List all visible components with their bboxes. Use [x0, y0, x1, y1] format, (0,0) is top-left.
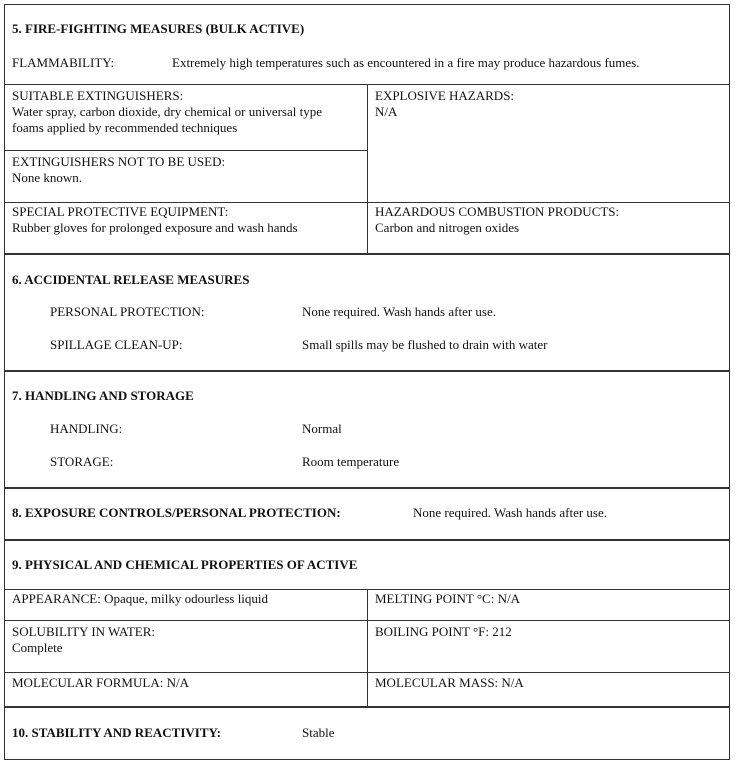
- handling-label: HANDLING:: [50, 421, 123, 436]
- storage-label: STORAGE:: [50, 454, 114, 469]
- solubility-label: SOLUBILITY IN WATER:: [12, 624, 155, 639]
- handling-value: Normal: [302, 421, 342, 436]
- spillage-value: Small spills may be flushed to drain with water: [302, 337, 548, 352]
- s5-divider-bottom: [4, 202, 730, 203]
- section-7-heading: 7. HANDLING AND STORAGE: [12, 388, 194, 403]
- boiling-point-field: BOILING POINT °F: 212: [375, 624, 512, 639]
- combustion-products-value: Carbon and nitrogen oxides: [375, 220, 520, 235]
- special-equipment-label: SPECIAL PROTECTIVE EQUIPMENT:: [12, 204, 229, 219]
- molecular-formula-field: MOLECULAR FORMULA: N/A: [12, 675, 189, 690]
- s5-divider-left: [4, 150, 367, 151]
- section-6-heading: 6. ACCIDENTAL RELEASE MEASURES: [12, 272, 250, 287]
- personal-protection-value: None required. Wash hands after use.: [302, 304, 497, 319]
- combustion-products-label: HAZARDOUS COMBUSTION PRODUCTS:: [375, 204, 620, 219]
- solubility-value: Complete: [12, 640, 63, 655]
- suitable-extinguishers-label: SUITABLE EXTINGUISHERS:: [12, 88, 184, 103]
- section-10-value: Stable: [302, 725, 335, 740]
- s9-column-divider: [367, 589, 368, 707]
- personal-protection-label: PERSONAL PROTECTION:: [50, 304, 205, 319]
- special-equipment-value: Rubber gloves for prolonged exposure and wash hands: [12, 220, 298, 235]
- section-8-heading: 8. EXPOSURE CONTROLS/PERSONAL PROTECTION:: [12, 505, 341, 520]
- appearance-field: APPEARANCE: Opaque, milky odourless liquid: [12, 591, 269, 606]
- section-10-heading: 10. STABILITY AND REACTIVITY:: [12, 725, 222, 740]
- flammability-label: FLAMMABILITY:: [12, 55, 115, 70]
- suitable-extinguishers-value-line-2: foams applied by recommended techniques: [12, 120, 238, 135]
- s9-divider-2: [4, 620, 730, 621]
- extinguishers-not-used-label: EXTINGUISHERS NOT TO BE USED:: [12, 154, 226, 169]
- flammability-value: Extremely high temperatures such as encountered in a fire may produce hazardous fumes.: [172, 55, 640, 70]
- explosive-hazards-value: N/A: [375, 104, 398, 119]
- section-9-heading: 9. PHYSICAL AND CHEMICAL PROPERTIES OF ACTIVE: [12, 557, 358, 572]
- section-5-heading: 5. FIRE-FIGHTING MEASURES (BULK ACTIVE): [12, 21, 305, 36]
- storage-value: Room temperature: [302, 454, 400, 469]
- suitable-extinguishers-value-line-1: Water spray, carbon dioxide, dry chemical or universal type: [12, 104, 322, 119]
- spillage-label: SPILLAGE CLEAN-UP:: [50, 337, 183, 352]
- s9-divider-3: [4, 672, 730, 673]
- extinguishers-not-used-value: None known.: [12, 170, 83, 185]
- explosive-hazards-label: EXPLOSIVE HAZARDS:: [375, 88, 515, 103]
- molecular-mass-field: MOLECULAR MASS: N/A: [375, 675, 524, 690]
- melting-point-field: MELTING POINT °C: N/A: [375, 591, 520, 606]
- s5-column-divider: [367, 84, 368, 254]
- section-8-value: None required. Wash hands after use.: [413, 505, 608, 520]
